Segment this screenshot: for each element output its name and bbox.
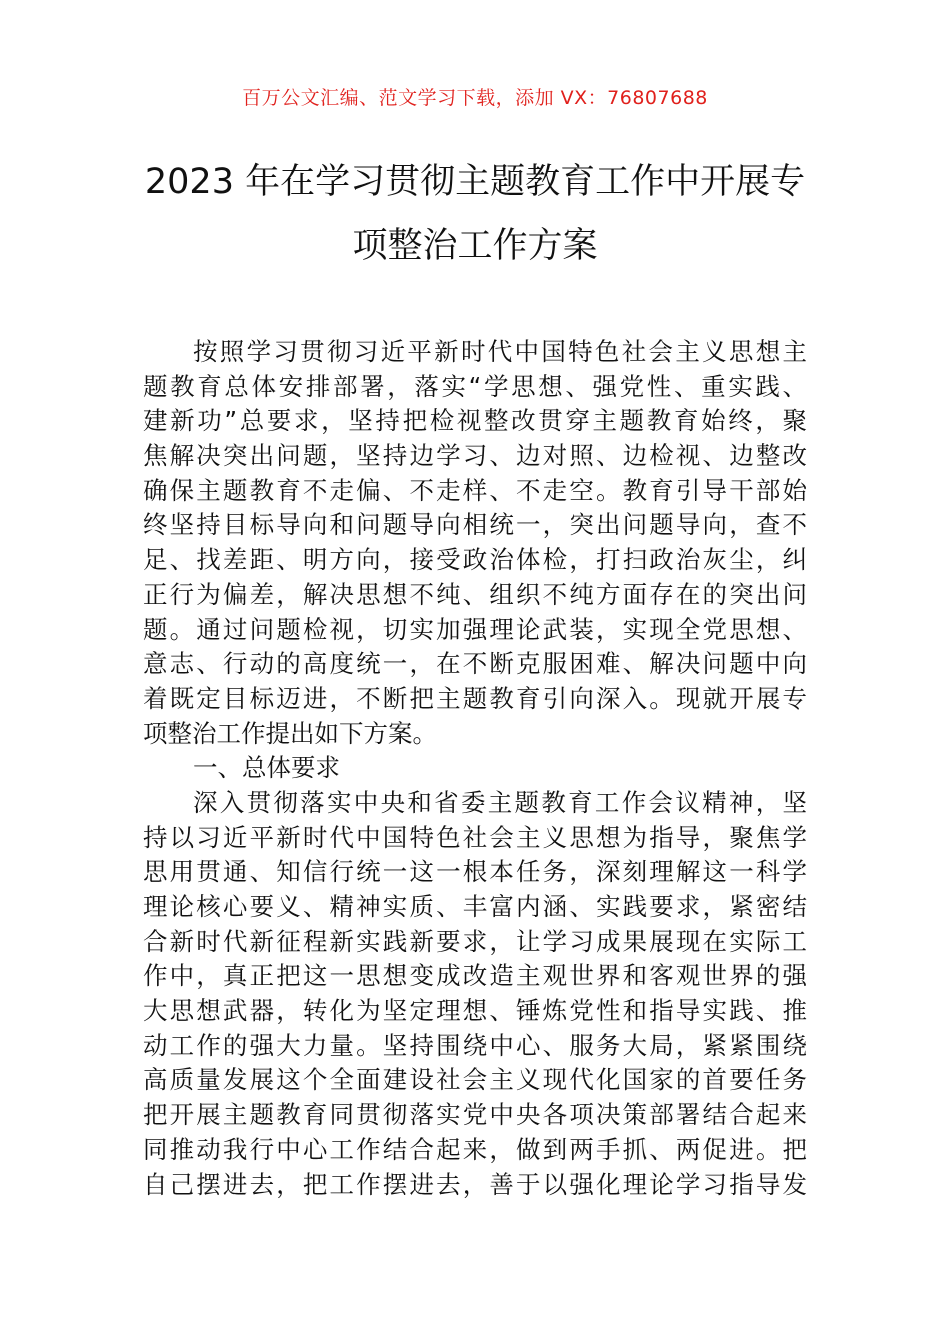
section-heading: 一、总体要求 — [193, 753, 340, 783]
paragraph-1-line: 题。通过问题检视，切实加强理论武装，实现全党思想、 — [143, 614, 807, 644]
paragraph-2-line: 持以习近平新时代中国特色社会主义思想为指导，聚焦学 — [143, 822, 807, 852]
paragraph-1-line: 焦解决突出问题，坚持边学习、边对照、边检视、边整改 — [143, 441, 807, 471]
paragraph-1-line: 项整治工作提出如下方案。 — [143, 718, 437, 748]
paragraph-1-line: 正行为偏差，解决思想不纯、组织不纯方面存在的突出问 — [143, 579, 807, 609]
paragraph-1-line: 意志、行动的高度统一，在不断克服困难、解决问题中向 — [143, 649, 807, 679]
title-line-1: 2023 年在学习贯彻主题教育工作中开展专 — [144, 162, 806, 202]
paragraph-2-line: 思用贯通、知信行统一这一根本任务，深刻理解这一科学 — [143, 857, 807, 887]
paragraph-2-line: 把开展主题教育同贯彻落实党中央各项决策部署结合起来 — [143, 1100, 807, 1130]
paragraph-1-line: 着既定目标迈进，不断把主题教育引向深入。现就开展专 — [143, 683, 807, 713]
header-banner: 百万公文汇编、范文学习下载，添加 VX：76807688 — [242, 87, 708, 109]
title-line-2: 项整治工作方案 — [352, 226, 598, 266]
document-body — [143, 335, 807, 1202]
paragraph-2-line: 高质量发展这个全面建设社会主义现代化国家的首要任务 — [143, 1065, 807, 1095]
paragraph-1-line: 题教育总体安排部署，落实“学思想、强党性、重实践、 — [143, 371, 807, 401]
paragraph-2-line: 同推动我行中心工作结合起来，做到两手抓、两促进。把 — [143, 1134, 807, 1164]
paragraph-2-line: 自己摆进去，把工作摆进去，善于以强化理论学习指导发 — [143, 1169, 807, 1199]
paragraph-2-line: 大思想武器，转化为坚定理想、锤炼党性和指导实践、推 — [143, 996, 807, 1026]
paragraph-1-line: 建新功”总要求，坚持把检视整改贯穿主题教育始终，聚 — [143, 406, 807, 436]
paragraph-2-line: 深入贯彻落实中央和省委主题教育工作会议精神，坚 — [193, 787, 807, 817]
paragraph-2-line: 合新时代新征程新实践新要求，让学习成果展现在实际工 — [143, 926, 807, 956]
paragraph-1-line: 终坚持目标导向和问题导向相统一，突出问题导向，查不 — [143, 510, 807, 540]
paragraph-2-line: 理论核心要义、精神实质、丰富内涵、实践要求，紧密结 — [143, 892, 807, 921]
paragraph-1-line: 确保主题教育不走偏、不走样、不走空。教育引导干部始 — [143, 475, 807, 505]
paragraph-2-line: 作中，真正把这一思想变成改造主观世界和客观世界的强 — [143, 961, 807, 991]
document-title — [120, 150, 830, 278]
paragraph-1-line: 足、找差距、明方向，接受政治体检，打扫政治灰尘，纠 — [143, 545, 807, 575]
paragraph-2-line: 动工作的强大力量。坚持围绕中心、服务大局，紧紧围绕 — [143, 1030, 807, 1060]
paragraph-1-line: 按照学习贯彻习近平新时代中国特色社会主义思想主 — [193, 337, 807, 366]
